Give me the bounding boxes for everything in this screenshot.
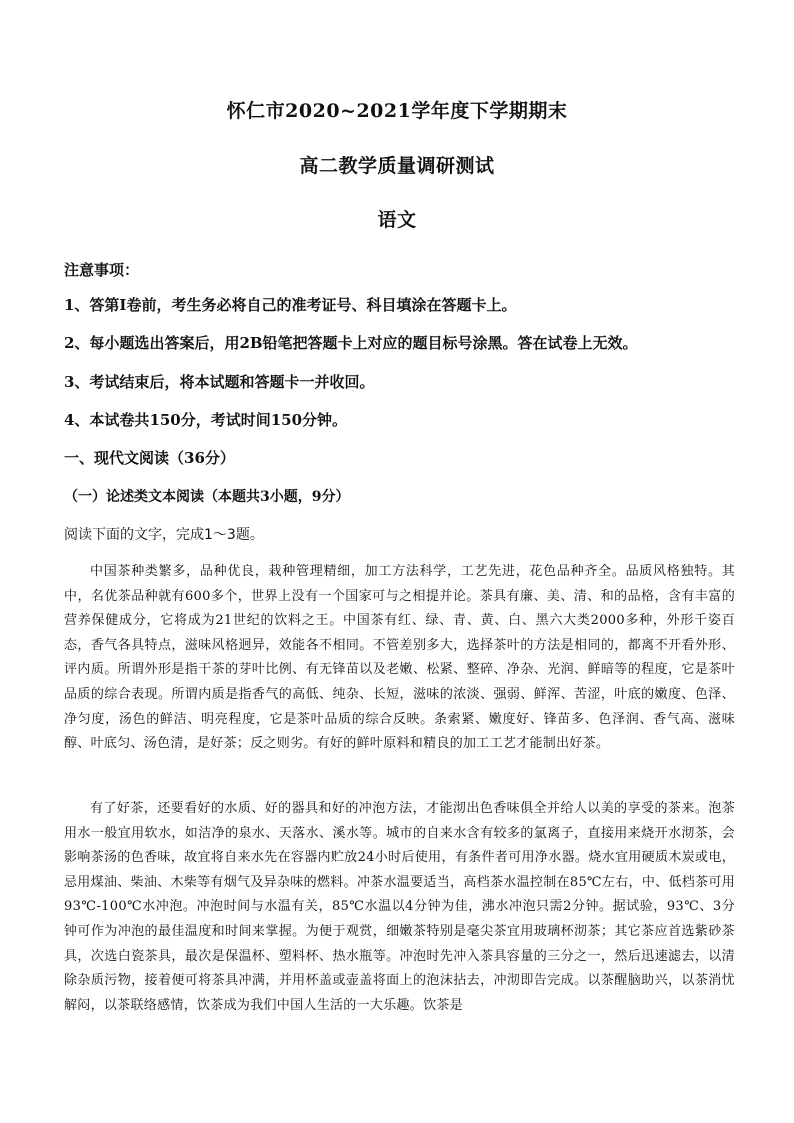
exam-title-line1: 怀仁市2020~2021学年度下学期期末: [226, 100, 568, 122]
notice-item: 4、本试卷共150分，考试时间150分钟。: [64, 411, 348, 429]
notice-item: 3、考试结束后，将本试题和答题卡一并收回。: [64, 373, 375, 391]
subsection-title: （一）论述类文本阅读（本题共3小题，9分）: [64, 489, 350, 505]
notice-heading: 注意事项：: [64, 261, 140, 279]
reading-instruction: 阅读下面的文字，完成1～3题。: [64, 527, 264, 543]
notice-item: 1、答第Ⅰ卷前，考生务必将自己的准考证号、科目填涂在答题卡上。: [64, 296, 517, 314]
exam-title-line2: 高二教学质量调研测试: [299, 155, 495, 177]
passage-paragraph: 中国茶种类繁多，品种优良，栽种管理精细，加工方法科学，工艺先进，花色品种齐全。品质风格独特。其中，名优茶品种就有600多个，世界上没有一个国家可与之相提并论。茶具有廉、美、清、和的品格，含有丰富的营养保健成分，它将成为21世纪的饮料之王。中国茶有红、绿、青、黄、白、黑六大类2000多种，外形千姿百态，香气各具特点，滋味风格迥异，效能各不相同。不管差别多大，选择茶叶的方法是相同的，都离不开看外形、评内质。所谓外形是指干茶的芽叶比例、有无锋苗以及老嫩、松紧、整碎、净杂、光润、鲜暗等的程度，它是茶叶品质的综合表现。所谓内质是指香气的高低、纯杂、长短，滋味的浓淡、强弱、鲜浑、苦涩，叶底的嫩度、色泽、净匀度，汤色的鲜洁、明亮程度，它是茶叶品质的综合反映。条索紧、嫩度好、锋苗多、色泽润、香气高、滋味醇、叶底匀、汤色清，是好茶；反之则劣。有好的鲜叶原料和精良的加工工艺才能制出好茶。: [64, 564, 735, 752]
notice-item: 2、每小题选出答案后，用2B铅笔把答题卡上对应的题目标号涂黑。答在试卷上无效。: [64, 334, 638, 352]
section-title: 一、现代文阅读（36分）: [64, 449, 235, 467]
passage-paragraph: 有了好茶，还要看好的水质、好的器具和好的冲泡方法，才能沏出色香味俱全并给人以美的享受的茶来。泡茶用水一般宜用软水，如洁净的泉水、天落水、溪水等。城市的自来水含有较多的氯离子，直接用来烧开水沏茶，会影响茶汤的色香味，故宜将自来水先在容器内贮放24小时后使用，有条件者可用净水器。烧水宜用硬质木炭或电，忌用煤油、柴油、木柴等有烟气及异杂味的燃料。冲茶水温要适当，高档茶水温控制在85℃左右，中、低档茶可用93℃-100℃水冲泡。冲泡时间与水温有关，85℃水温以4分钟为佳，沸水冲泡只需2分钟。据试验，93℃、3分钟可作为冲泡的最佳温度和时间来掌握。为便于观赏，细嫩茶特别是毫尖茶宜用玻璃杯沏茶；其它茶应首选紫砂茶具，次选白瓷茶具，最次是保温杯、塑料杯、热水瓶等。冲泡时先冲入茶具容量的三分之一，然后迅速滤去，以清除杂质污物，接着便可将茶具冲满，并用杯盖或壶盖将面上的泡沫拈去，冲沏即告完成。以茶醒脑助兴，以茶消忧解闷，以茶联络感情，饮茶成为我们中国人生活的一大乐趣。饮茶是: [64, 801, 735, 1013]
exam-subject: 语文: [377, 209, 417, 231]
